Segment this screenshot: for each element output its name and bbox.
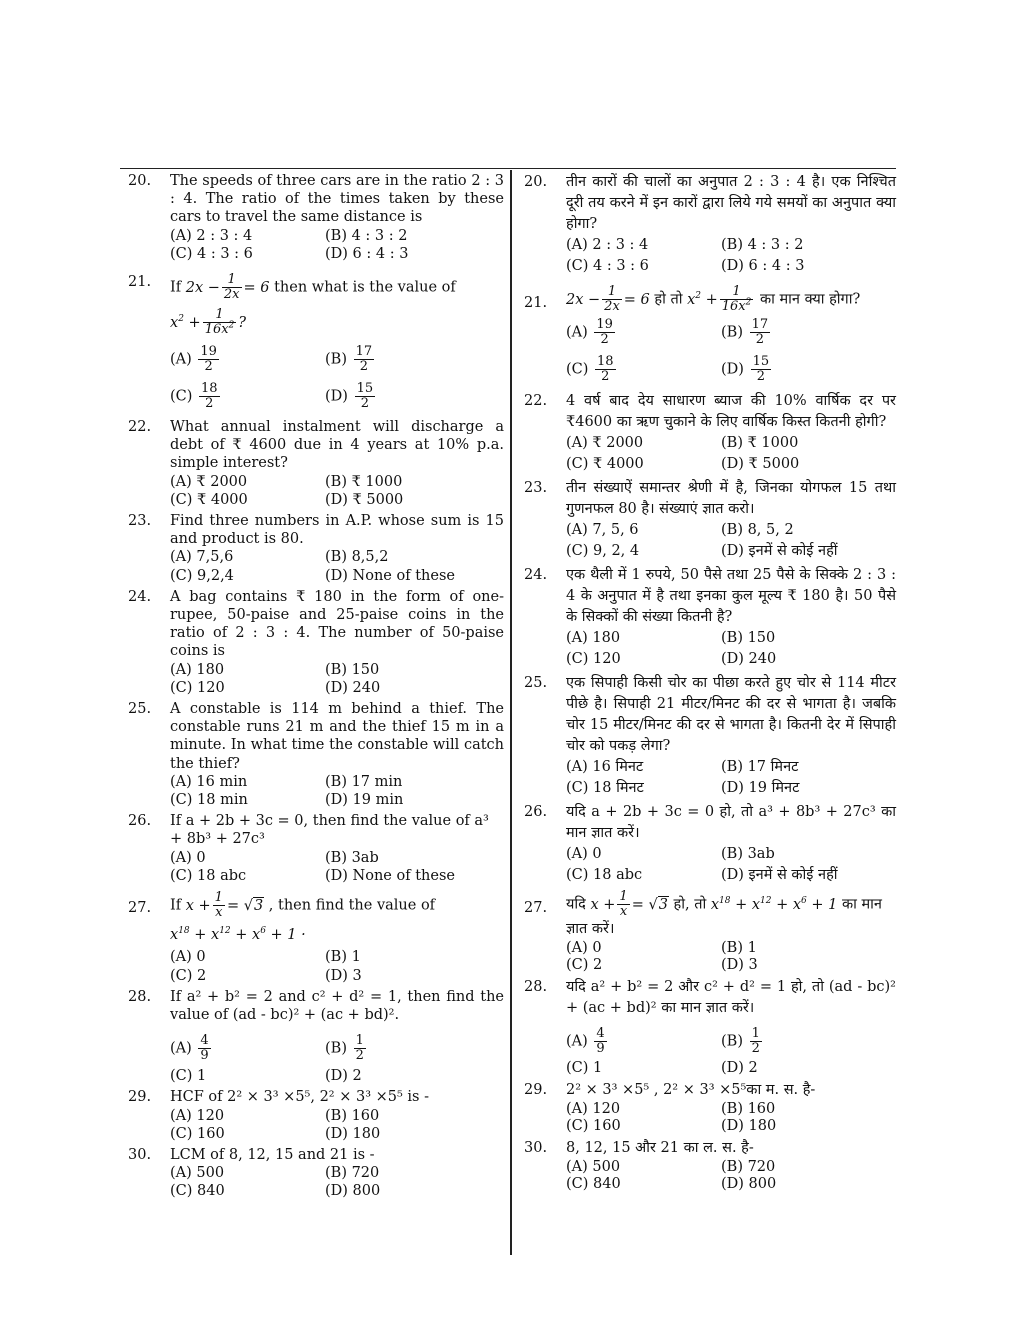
question-number: 28. bbox=[524, 979, 548, 995]
option-d: (D) 2 bbox=[325, 1068, 362, 1085]
option-a: (A) $\frac{4}{9}$ bbox=[566, 1026, 605, 1056]
question-number: 24. bbox=[128, 588, 152, 605]
option-a: (A) ₹ 2000 bbox=[566, 435, 644, 451]
option-d: (D) 240 bbox=[721, 651, 777, 667]
question-21-en bbox=[122, 273, 504, 415]
question-number: 21. bbox=[128, 274, 152, 291]
option-c: (C) 18 min bbox=[170, 792, 248, 809]
question-29-hi bbox=[518, 1080, 896, 1135]
question-stem: A bag contains ₹ 180 in the form of one-rupee, 50-paise and 25-paise coins in the ratio of 2 : 3 : 4. The number of 50-paise coins is bbox=[170, 588, 504, 660]
question-24-hi bbox=[518, 565, 896, 670]
option-d: (D) इनमें से कोई नहीं bbox=[721, 543, 838, 559]
question-stem: तीन कारों की चालों का अनुपात 2 : 3 : 4 है। एक निश्चित दूरी तय करने में इन कारों द्वारा लिये गये समयों का अनुपात क्या होगा? bbox=[566, 174, 896, 232]
option-d: (D) 240 bbox=[325, 679, 381, 696]
option-d: (D) इनमें से कोई नहीं bbox=[721, 867, 838, 883]
option-c: (C) 9,2,4 bbox=[170, 567, 234, 584]
option-d: (D) 180 bbox=[325, 1125, 381, 1142]
option-b: (B) 160 bbox=[325, 1107, 380, 1124]
question-number: 26. bbox=[128, 813, 152, 830]
option-d: (D) 800 bbox=[721, 1176, 777, 1192]
option-d: (D) 6 : 4 : 3 bbox=[721, 258, 805, 274]
option-c: (C) 9, 2, 4 bbox=[566, 543, 640, 559]
question-25-en bbox=[122, 700, 504, 809]
option-c: (C) 1 bbox=[170, 1068, 207, 1085]
option-a: (A) 0 bbox=[566, 846, 602, 862]
question-number: 30. bbox=[128, 1146, 152, 1163]
question-23-hi bbox=[518, 478, 896, 562]
option-b: (B) $\frac{17}{2}$ bbox=[721, 317, 769, 347]
question-22-hi bbox=[518, 391, 896, 475]
question-30-en bbox=[122, 1146, 504, 1201]
option-c: (C) 18 abc bbox=[170, 867, 247, 884]
option-d: (D) 2 bbox=[721, 1060, 758, 1076]
option-d: (D) 19 min bbox=[325, 792, 404, 809]
options bbox=[170, 548, 504, 584]
question-number: 29. bbox=[524, 1082, 548, 1098]
question-number: 28. bbox=[128, 988, 152, 1005]
options bbox=[170, 773, 504, 809]
option-b: (B) 1 bbox=[721, 940, 757, 956]
english-column bbox=[122, 172, 504, 1204]
question-stem: 2² × 3³ ×5⁵ , 2² × 3³ ×5⁵का म. स. है- bbox=[566, 1082, 816, 1098]
option-c: (C) 2 bbox=[170, 967, 207, 984]
option-b: (B) 720 bbox=[721, 1159, 776, 1175]
option-d: (D) $\frac{15}{2}$ bbox=[325, 381, 374, 412]
question-stem: 8, 12, 15 और 21 का ल. स. है- bbox=[566, 1140, 754, 1156]
option-c: (C) 840 bbox=[170, 1183, 225, 1200]
question-27-hi bbox=[518, 890, 896, 974]
option-a: (A) 180 bbox=[566, 630, 621, 646]
option-d: (D) 3 bbox=[721, 957, 758, 973]
question-number: 25. bbox=[524, 675, 548, 691]
question-27-en bbox=[122, 891, 504, 985]
option-d: (D) ₹ 5000 bbox=[325, 491, 404, 508]
option-c: (C) 160 bbox=[170, 1125, 225, 1142]
options bbox=[170, 1030, 504, 1067]
question-stem: एक थैली में 1 रुपये, 50 पैसे तथा 25 पैसे के सिक्के 2 : 3 : 4 के अनुपात में है तथा इनका कुल मूल्य ₹ 180 है। 50 पैसे के सिक्कों की संख्या कितनी है? bbox=[566, 567, 896, 625]
question-21-hi bbox=[518, 285, 896, 388]
options bbox=[566, 1023, 896, 1060]
question-stem: एक सिपाही किसी चोर का पीछा करते हुए चोर से 114 मीटर पीछे है। सिपाही 21 मीटर/मिनट की दर से भागता है। जबकि चोर 15 मीटर/मिनट की दर से भागता है। कितनी देर में सिपाही चोर को पकड़ लेगा? bbox=[566, 675, 896, 754]
options bbox=[566, 1101, 896, 1135]
option-a: (A) $\frac{4}{9}$ bbox=[170, 1033, 209, 1064]
question-25-hi bbox=[518, 673, 896, 799]
question-26-en bbox=[122, 812, 504, 885]
option-c: (C) ₹ 4000 bbox=[566, 456, 644, 472]
question-number: 23. bbox=[128, 513, 152, 530]
question-20-hi bbox=[518, 172, 896, 277]
option-c: (C) 120 bbox=[566, 651, 621, 667]
question-stem: 2x − $\frac{1}{2x}$ = 6 हो तो $x^2$ + $\frac{1}{16x^2}$ का मान क्या होगा? bbox=[566, 284, 861, 314]
question-stem: यदि a + 2b + 3c = 0 हो, तो a³ + 8b³ + 27c³ का मान ज्ञात करें। bbox=[566, 804, 896, 841]
options bbox=[566, 520, 896, 562]
question-stem: 4 वर्ष बाद देय साधारण ब्याज की 10% वार्षिक दर पर ₹4600 का ऋण चुकाने के लिए वार्षिक किस्त कितनी होगी? bbox=[566, 393, 896, 430]
question-stem: Find three numbers in A.P. whose sum is 15 and product is 80. bbox=[170, 513, 504, 548]
question-24-en bbox=[122, 588, 504, 697]
option-d: (D) $\frac{15}{2}$ bbox=[721, 354, 770, 384]
question-number: 20. bbox=[524, 174, 548, 190]
expression: $x^2$ + $\frac{1}{16x^2}$ bbox=[687, 284, 752, 314]
option-c: (C) 18 abc bbox=[566, 867, 643, 883]
option-c: (C) 4 : 3 : 6 bbox=[170, 245, 253, 262]
question-23-en bbox=[122, 512, 504, 585]
option-b: (B) $\frac{1}{2}$ bbox=[721, 1026, 760, 1056]
column-divider bbox=[510, 170, 512, 1255]
equation: x + $\frac{1}{x}$ = √3 bbox=[185, 890, 264, 921]
option-b: (B) 150 bbox=[325, 661, 380, 678]
option-a: (A) 0 bbox=[566, 940, 602, 956]
question-stem-tail: ज्ञात करें। bbox=[566, 921, 615, 937]
question-number: 27. bbox=[128, 900, 152, 917]
option-d: (D) 6 : 4 : 3 bbox=[325, 245, 409, 262]
option-d: (D) 19 मिनट bbox=[721, 780, 800, 796]
option-d: (D) ₹ 5000 bbox=[721, 456, 800, 472]
options bbox=[566, 844, 896, 886]
option-b: (B) 8, 5, 2 bbox=[721, 522, 794, 538]
question-stem: LCM of 8, 12, 15 and 21 is - bbox=[170, 1146, 375, 1163]
question-stem: If 2x − $\frac{1}{2x}$ = 6 then what is the value of bbox=[170, 272, 456, 303]
question-number: 21. bbox=[524, 295, 548, 311]
option-c: (C) 840 bbox=[566, 1176, 621, 1192]
equation: x + $\frac{1}{x}$ = √3 bbox=[590, 889, 668, 919]
option-b: (B) 17 मिनट bbox=[721, 759, 799, 775]
option-a: (A) 500 bbox=[170, 1165, 225, 1182]
options-2 bbox=[566, 1060, 896, 1077]
option-b: (B) 720 bbox=[325, 1165, 380, 1182]
option-d: (D) None of these bbox=[325, 867, 455, 884]
option-b: (B) ₹ 1000 bbox=[721, 435, 799, 451]
question-30-hi bbox=[518, 1138, 896, 1193]
options bbox=[170, 1164, 504, 1200]
question-stem: A constable is 114 m behind a thief. The constable runs 21 m and the thief 15 m in a minute. In what time the constable will catch the thief? bbox=[170, 701, 504, 772]
option-d: (D) 800 bbox=[325, 1183, 381, 1200]
options bbox=[566, 757, 896, 799]
question-28-hi bbox=[518, 977, 896, 1077]
question-26-hi bbox=[518, 802, 896, 886]
option-c: (C) ₹ 4000 bbox=[170, 491, 248, 508]
option-b: (B) 8,5,2 bbox=[325, 549, 389, 566]
question-28-en bbox=[122, 988, 504, 1086]
question-number: 22. bbox=[128, 419, 152, 436]
question-stem: यदि x + $\frac{1}{x}$ = √3 हो, तो $x^{18} + x^{12} + x^6 + 1$ का मान bbox=[566, 889, 882, 919]
option-a: (A) 120 bbox=[566, 1101, 621, 1117]
question-stem: तीन संख्याऐं समान्तर श्रेणी में है, जिनका योगफल 15 तथा गुणनफल 80 है। संख्याएं ज्ञात करो। bbox=[566, 480, 896, 517]
option-b: (B) 160 bbox=[721, 1101, 776, 1117]
option-b: (B) 4 : 3 : 2 bbox=[325, 227, 408, 244]
option-a: (A) 0 bbox=[170, 849, 206, 866]
option-a: (A) 120 bbox=[170, 1107, 225, 1124]
options bbox=[170, 341, 504, 415]
equation: 2x − $\frac{1}{2x}$ = 6 bbox=[185, 272, 270, 303]
options bbox=[566, 940, 896, 974]
question-number: 30. bbox=[524, 1140, 548, 1156]
question-stem: यदि a² + b² = 2 और c² + d² = 1 हो, तो (ad - bc)² + (ac + bd)² का मान ज्ञात करें। bbox=[566, 979, 896, 1016]
option-d: (D) 180 bbox=[721, 1118, 777, 1134]
options bbox=[170, 227, 504, 263]
option-c: (C) 160 bbox=[566, 1118, 621, 1134]
option-a: (A) 7,5,6 bbox=[170, 549, 234, 566]
options bbox=[566, 235, 896, 277]
option-a: (A) 180 bbox=[170, 661, 225, 678]
question-22-en bbox=[122, 418, 504, 509]
option-c: (C) $\frac{18}{2}$ bbox=[170, 381, 218, 412]
options bbox=[170, 849, 504, 885]
options bbox=[566, 314, 896, 388]
options bbox=[566, 433, 896, 475]
option-c: (C) $\frac{18}{2}$ bbox=[566, 354, 614, 384]
question-stem: If a + 2b + 3c = 0, then find the value of a³ + 8b³ + 27c³ bbox=[170, 813, 489, 848]
equation: 2x − $\frac{1}{2x}$ = 6 bbox=[566, 284, 650, 314]
option-a: (A) 7, 5, 6 bbox=[566, 522, 639, 538]
options-2 bbox=[170, 1067, 504, 1085]
options bbox=[170, 473, 504, 509]
options bbox=[170, 1107, 504, 1143]
options bbox=[170, 948, 504, 984]
option-b: (B) 1 bbox=[325, 949, 361, 966]
option-b: (B) $\frac{1}{2}$ bbox=[325, 1033, 364, 1064]
question-stem: HCF of 2² × 3³ ×5⁵, 2² × 3³ ×5⁵ is - bbox=[170, 1089, 430, 1106]
question-number: 25. bbox=[128, 701, 152, 718]
option-a: (A) 16 मिनट bbox=[566, 759, 644, 775]
options bbox=[566, 628, 896, 670]
option-a: (A) 2 : 3 : 4 bbox=[566, 237, 649, 253]
option-b: (B) 3ab bbox=[325, 849, 379, 866]
question-number: 27. bbox=[524, 900, 548, 916]
question-29-en bbox=[122, 1088, 504, 1143]
option-d: (D) 3 bbox=[325, 967, 362, 984]
question-number: 20. bbox=[128, 173, 152, 189]
option-b: (B) 4 : 3 : 2 bbox=[721, 237, 804, 253]
option-b: (B) ₹ 1000 bbox=[325, 473, 403, 490]
question-20-en bbox=[122, 172, 504, 263]
option-a: (A) 500 bbox=[566, 1159, 621, 1175]
option-a: (A) 2 : 3 : 4 bbox=[170, 227, 253, 244]
expression: $x^2$ + $\frac{1}{16x^2}$ ? bbox=[170, 307, 247, 338]
option-a: (A) ₹ 2000 bbox=[170, 473, 248, 490]
top-rule bbox=[120, 168, 896, 169]
expression: $x^{18} + x^{12} + x^6 + 1$ bbox=[710, 895, 838, 913]
option-d: (D) None of these bbox=[325, 567, 455, 584]
question-stem: The speeds of three cars are in the ratio 2 : 3 : 4. The ratio of the times taken by these cars to travel the same distance is bbox=[170, 173, 504, 226]
option-a: (A) 0 bbox=[170, 949, 206, 966]
question-stem: If a² + b² = 2 and c² + d² = 1, then find the value of (ad - bc)² + (ac + bd)². bbox=[170, 988, 504, 1023]
option-c: (C) 2 bbox=[566, 957, 603, 973]
option-b: (B) 3ab bbox=[721, 846, 775, 862]
option-b: (B) $\frac{17}{2}$ bbox=[325, 344, 373, 375]
options bbox=[566, 1159, 896, 1193]
hindi-column bbox=[518, 172, 896, 1196]
option-c: (C) 120 bbox=[170, 679, 225, 696]
option-a: (A) $\frac{19}{2}$ bbox=[566, 317, 613, 347]
option-c: (C) 4 : 3 : 6 bbox=[566, 258, 649, 274]
option-a: (A) 16 min bbox=[170, 773, 248, 790]
question-number: 24. bbox=[524, 567, 548, 583]
question-number: 26. bbox=[524, 804, 548, 820]
option-c: (C) 18 मिनट bbox=[566, 780, 644, 796]
question-stem: If x + $\frac{1}{x}$ = √3 , then find the value of bbox=[170, 890, 436, 921]
option-b: (B) 17 min bbox=[325, 773, 403, 790]
option-b: (B) 150 bbox=[721, 630, 776, 646]
question-number: 29. bbox=[128, 1089, 152, 1106]
options bbox=[170, 661, 504, 697]
option-c: (C) 1 bbox=[566, 1060, 603, 1076]
expression: $x^{18} + x^{12} + x^6 + 1$ · bbox=[170, 926, 306, 944]
question-number: 23. bbox=[524, 480, 548, 496]
option-a: (A) $\frac{19}{2}$ bbox=[170, 344, 217, 375]
question-stem: What annual instalment will discharge a debt of ₹ 4600 due in 4 years at 10% p.a. simple interest? bbox=[170, 419, 504, 472]
question-number: 22. bbox=[524, 393, 548, 409]
